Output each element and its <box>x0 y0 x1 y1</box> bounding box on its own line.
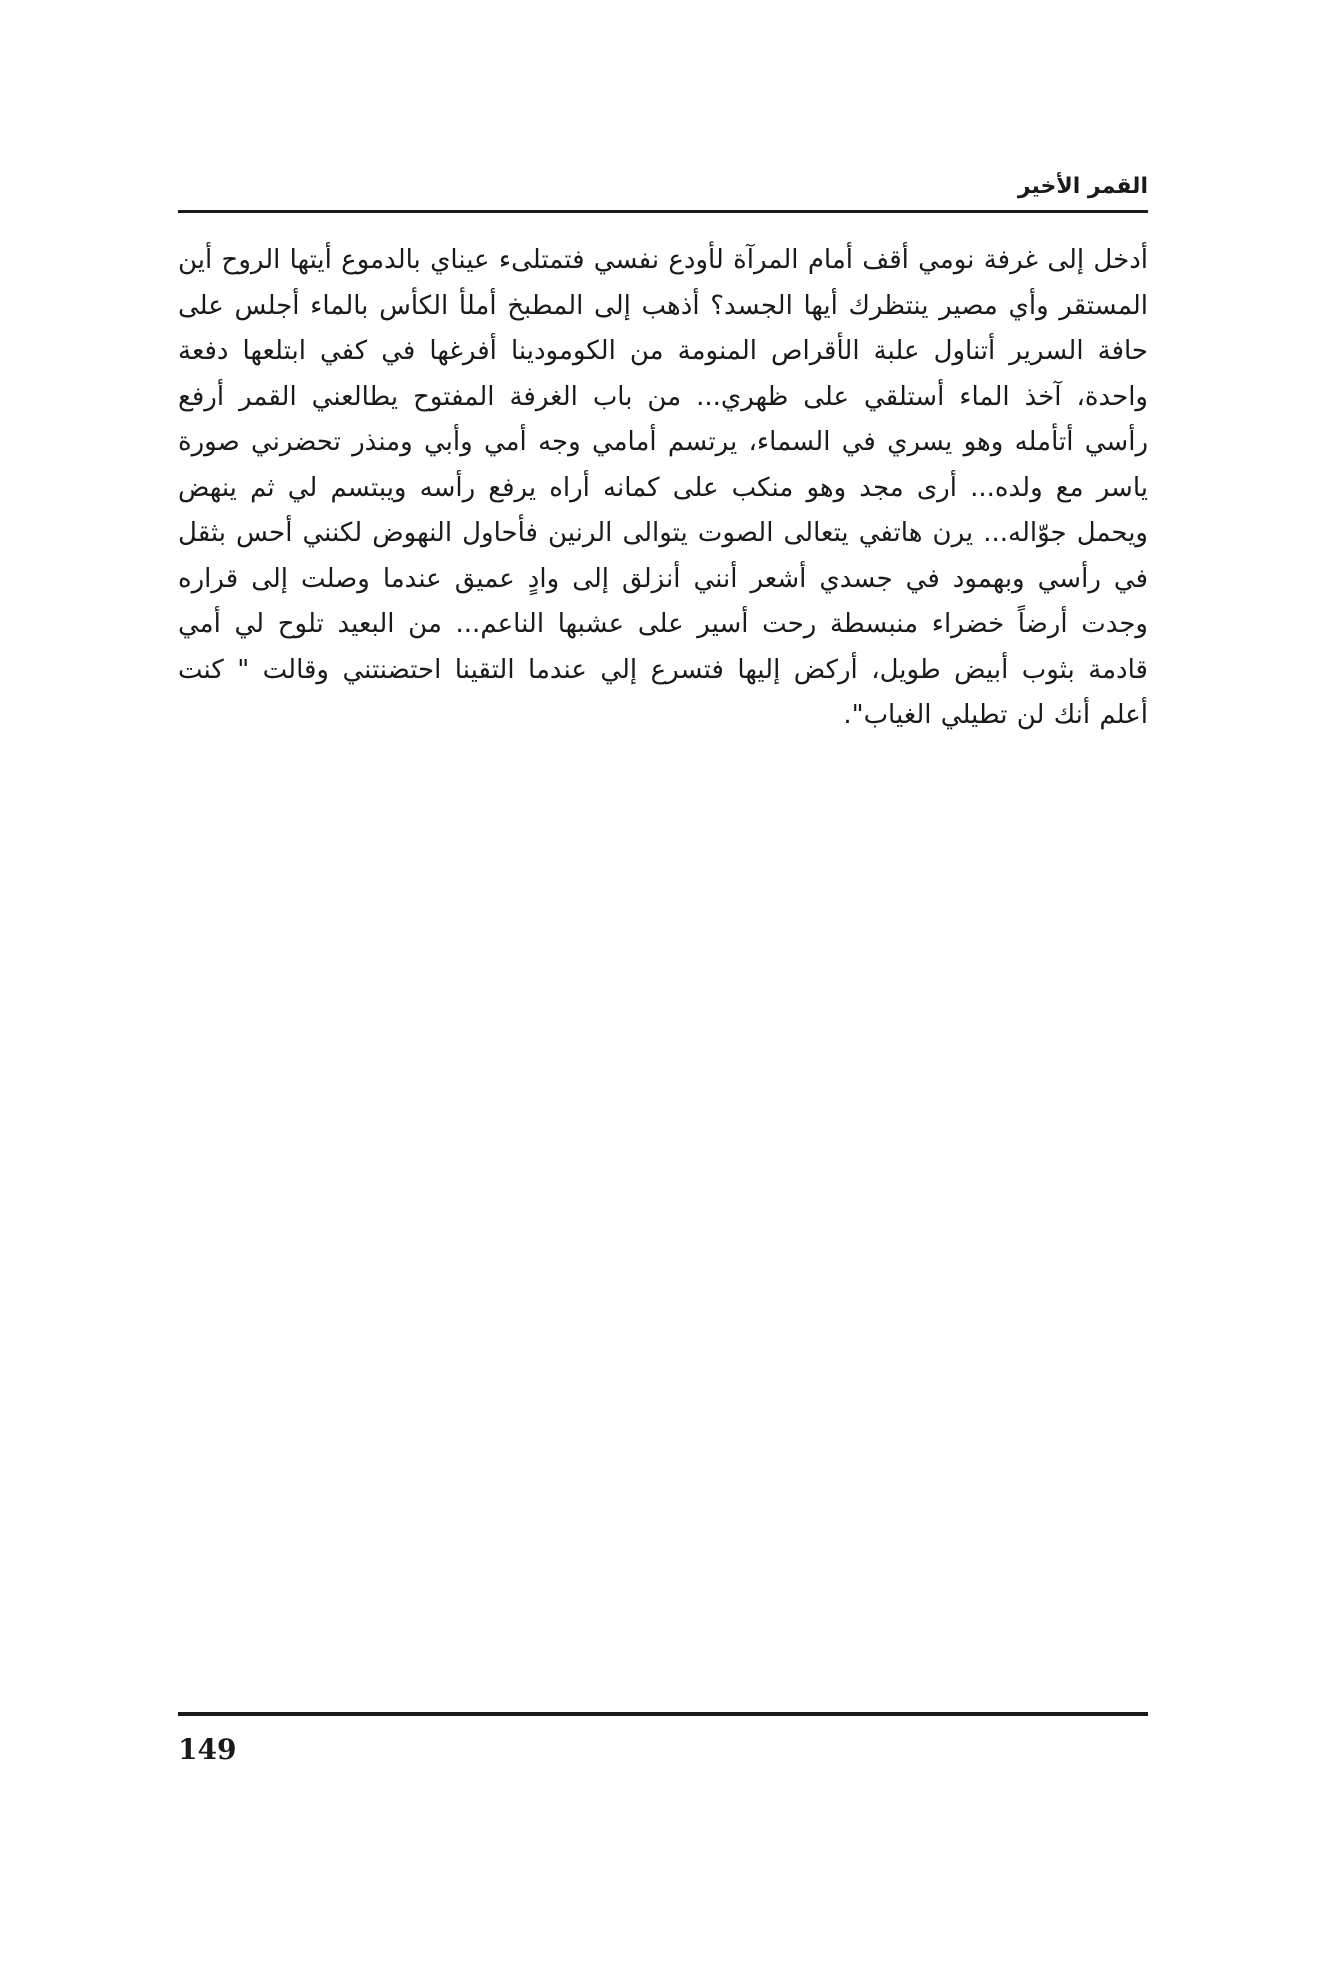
body-paragraph: أدخل إلى غرفة نومي أقف أمام المرآة لأودع نفسي فتمتلىء عيناي بالدموع أيتها الروح أين المستقر وأي مصير ينتظرك أيها الجسد؟ أذهب إلى المطبخ أملأ الكأس بالماء أجلس على حافة السرير أتناول علبة الأقراص المنومة من الكومودينا أفرغها في كفي ابتلعها دفعة واحدة، آخذ الماء أستلقي على ظهري... من باب الغرفة المفتوح يطالعني القمر أرفع رأسي أتأمله وهو يسري في السماء، يرتسم أمامي وجه أمي وأبي ومنذر تحضرني صورة ياسر مع ولده... أرى مجد وهو منكب على كمانه أراه يرفع رأسه ويبتسم لي ثم ينهض ويحمل جوّاله... يرن هاتفي يتعالى الصوت يتوالى الرنين فأحاول النهوض لكنني أحس بثقل في رأسي وبهمود في جسدي أشعر أنني أنزلق إلى وادٍ عميق عندما وصلت إلى قراره وجدت أرضاً خضراء منبسطة رحت أسير على عشبها الناعم... من البعيد تلوح لي أمي قادمة بثوب أبيض طويل، أركض إليها فتسرع إلي عندما التقينا احتضنتني وقالت " كنت أعلم أنك لن تطيلي الغياب". <box>178 245 1148 730</box>
footer-rule <box>178 1712 1148 1716</box>
running-header-title: القمر الأخير <box>1017 174 1148 199</box>
page-number: 149 <box>178 1733 237 1766</box>
header-rule <box>178 210 1148 213</box>
